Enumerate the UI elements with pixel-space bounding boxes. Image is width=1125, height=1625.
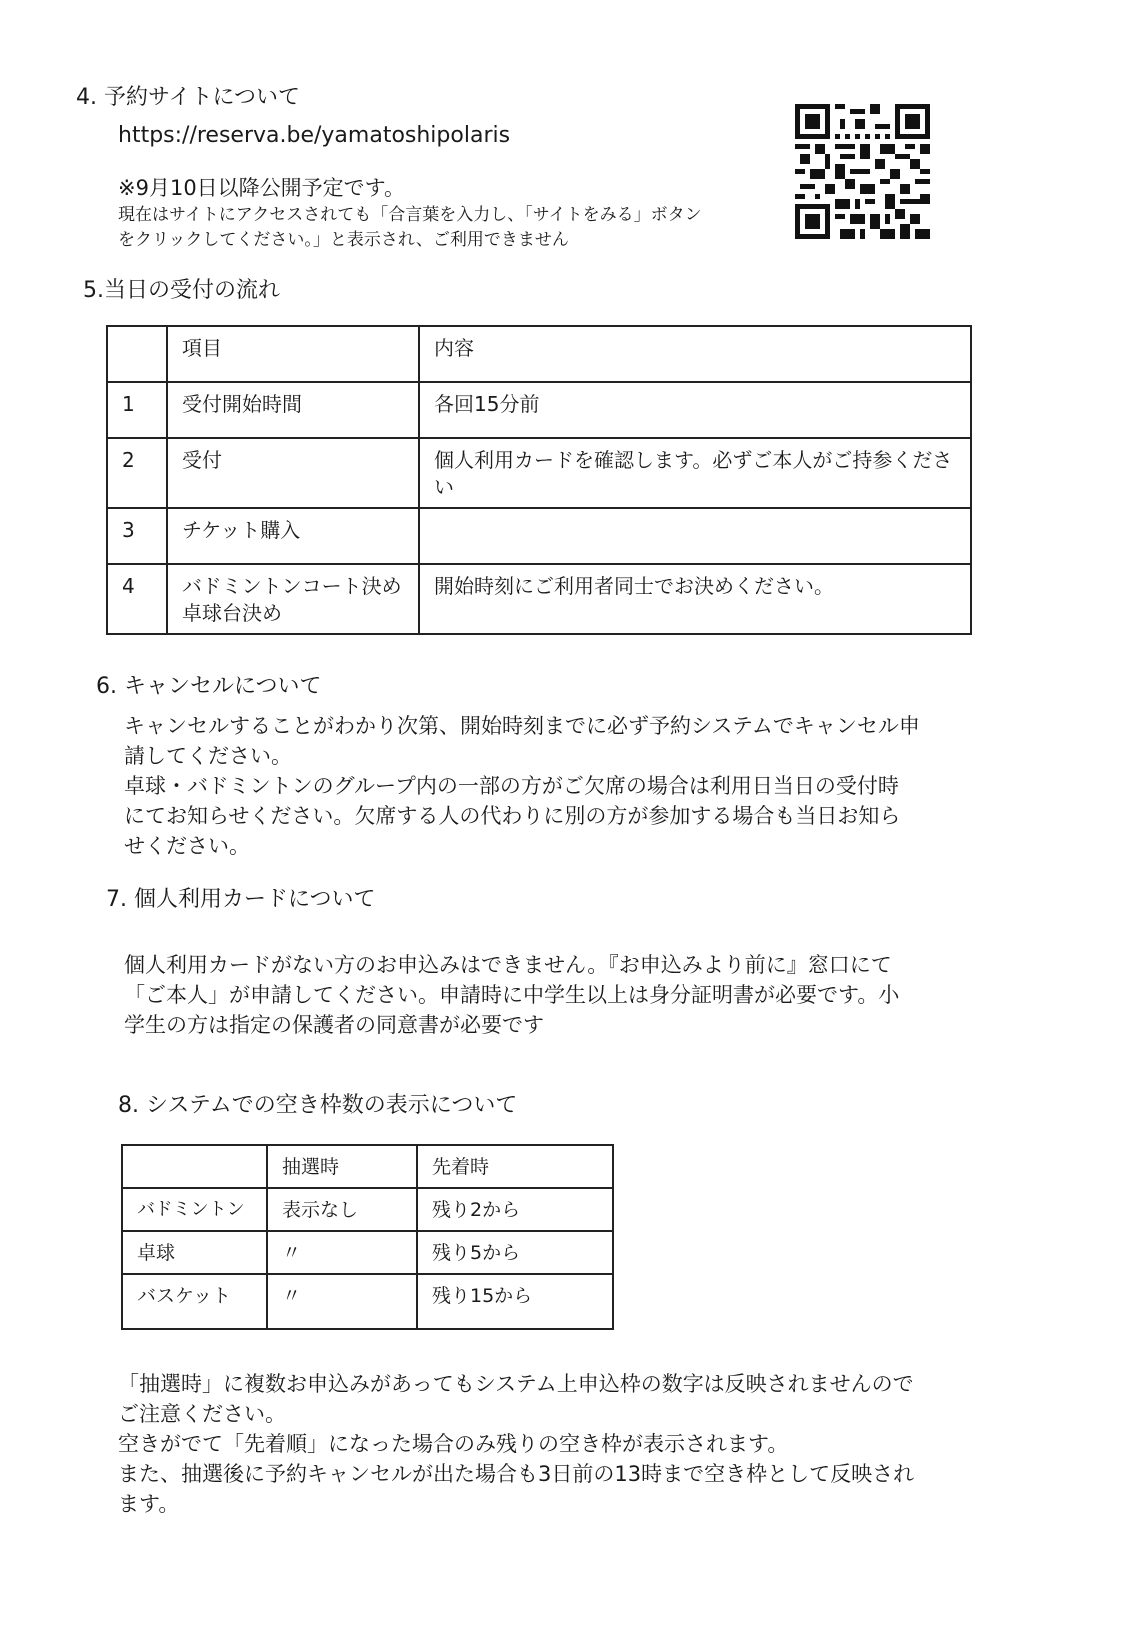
cancel-text-line-1: キャンセルすることがわかり次第、開始時刻までに必ず予約システムでキャンセル申 bbox=[124, 714, 920, 738]
reservation-url[interactable]: https://reserva.be/yamatoshipolaris bbox=[118, 123, 511, 148]
table-header-cell: 先着時 bbox=[417, 1145, 613, 1188]
table-cell bbox=[419, 508, 971, 564]
table-cell: バドミントンコート決め 卓球台決め bbox=[167, 564, 419, 634]
table-cell: 残り15から bbox=[417, 1274, 613, 1329]
section-8-heading: 8. システムでの空き枠数の表示について bbox=[118, 1093, 518, 1118]
table-header-cell bbox=[107, 326, 167, 382]
availability-table bbox=[121, 1144, 614, 1330]
table-cell: 受付 bbox=[167, 438, 419, 508]
table-cell: 3 bbox=[107, 508, 167, 564]
table-cell: 受付開始時間 bbox=[167, 382, 419, 438]
table-header-row bbox=[107, 326, 971, 382]
table-row bbox=[107, 564, 971, 634]
table-header-cell: 内容 bbox=[419, 326, 971, 382]
availability-text-line-5: ます。 bbox=[118, 1492, 180, 1516]
table-cell: チケット購入 bbox=[167, 508, 419, 564]
table-cell: 卓球 bbox=[122, 1231, 267, 1274]
cancel-text-line-2: 請してください。 bbox=[124, 744, 292, 768]
cancel-text-line-4: にてお知らせください。欠席する人の代わりに別の方が参加する場合も当日お知ら bbox=[124, 804, 901, 828]
table-cell: 残り5から bbox=[417, 1231, 613, 1274]
table-cell: 残り2から bbox=[417, 1188, 613, 1231]
table-cell: バドミントン bbox=[122, 1188, 267, 1231]
availability-text-line-2: ご注意ください。 bbox=[118, 1402, 286, 1426]
table-row bbox=[107, 438, 971, 508]
card-text-line-1: 個人利用カードがない方のお申込みはできません。『お申込みより前に』窓口にて bbox=[124, 953, 892, 977]
cancel-text-line-5: せください。 bbox=[124, 834, 250, 858]
section-4-heading: 4. 予約サイトについて bbox=[76, 85, 301, 110]
table-cell: 〃 bbox=[267, 1231, 417, 1274]
availability-text-line-1: 「抽選時」に複数お申込みがあってもシステム上申込枠の数字は反映されませんので bbox=[118, 1372, 914, 1396]
section-5-heading: 5.当日の受付の流れ bbox=[83, 278, 280, 303]
table-row bbox=[122, 1231, 613, 1274]
qr-code-icon[interactable] bbox=[795, 104, 930, 239]
table-header-row bbox=[122, 1145, 613, 1188]
table-header-cell bbox=[122, 1145, 267, 1188]
section-7-heading: 7. 個人利用カードについて bbox=[106, 887, 376, 912]
publish-note: ※9月10日以降公開予定です。 bbox=[118, 176, 405, 200]
table-cell: 2 bbox=[107, 438, 167, 508]
card-text-line-3: 学生の方は指定の保護者の同意書が必要です bbox=[124, 1013, 544, 1037]
table-header-cell: 抽選時 bbox=[267, 1145, 417, 1188]
availability-text-line-4: また、抽選後に予約キャンセルが出た場合も3日前の13時まで空き枠として反映され bbox=[118, 1462, 915, 1486]
site-notice-line-1: 現在はサイトにアクセスされても「合言葉を入力し、「サイトをみる」ボタン bbox=[118, 205, 702, 225]
table-cell: 表示なし bbox=[267, 1188, 417, 1231]
reception-flow-table bbox=[106, 325, 972, 635]
table-cell: 各回15分前 bbox=[419, 382, 971, 438]
section-6-heading: 6. キャンセルについて bbox=[96, 674, 322, 699]
site-notice-line-2: をクリックしてください。」と表示され、ご利用できません bbox=[118, 230, 569, 250]
table-cell: 〃 bbox=[267, 1274, 417, 1329]
cancel-text-line-3: 卓球・バドミントンのグループ内の一部の方がご欠席の場合は利用日当日の受付時 bbox=[124, 774, 899, 798]
table-row bbox=[107, 382, 971, 438]
table-cell: 1 bbox=[107, 382, 167, 438]
availability-text-line-3: 空きがでて「先着順」になった場合のみ残りの空き枠が表示されます。 bbox=[118, 1432, 789, 1456]
table-row bbox=[122, 1274, 613, 1329]
table-row bbox=[107, 508, 971, 564]
table-cell: バスケット bbox=[122, 1274, 267, 1329]
table-header-cell: 項目 bbox=[167, 326, 419, 382]
table-cell: 開始時刻にご利用者同士でお決めください。 bbox=[419, 564, 971, 634]
table-row bbox=[122, 1188, 613, 1231]
card-text-line-2: 「ご本人」が申請してください。申請時に中学生以上は身分証明書が必要です。小 bbox=[124, 983, 900, 1007]
table-cell: 4 bbox=[107, 564, 167, 634]
table-cell: 個人利用カードを確認します。必ずご本人がご持参ください bbox=[419, 438, 971, 508]
